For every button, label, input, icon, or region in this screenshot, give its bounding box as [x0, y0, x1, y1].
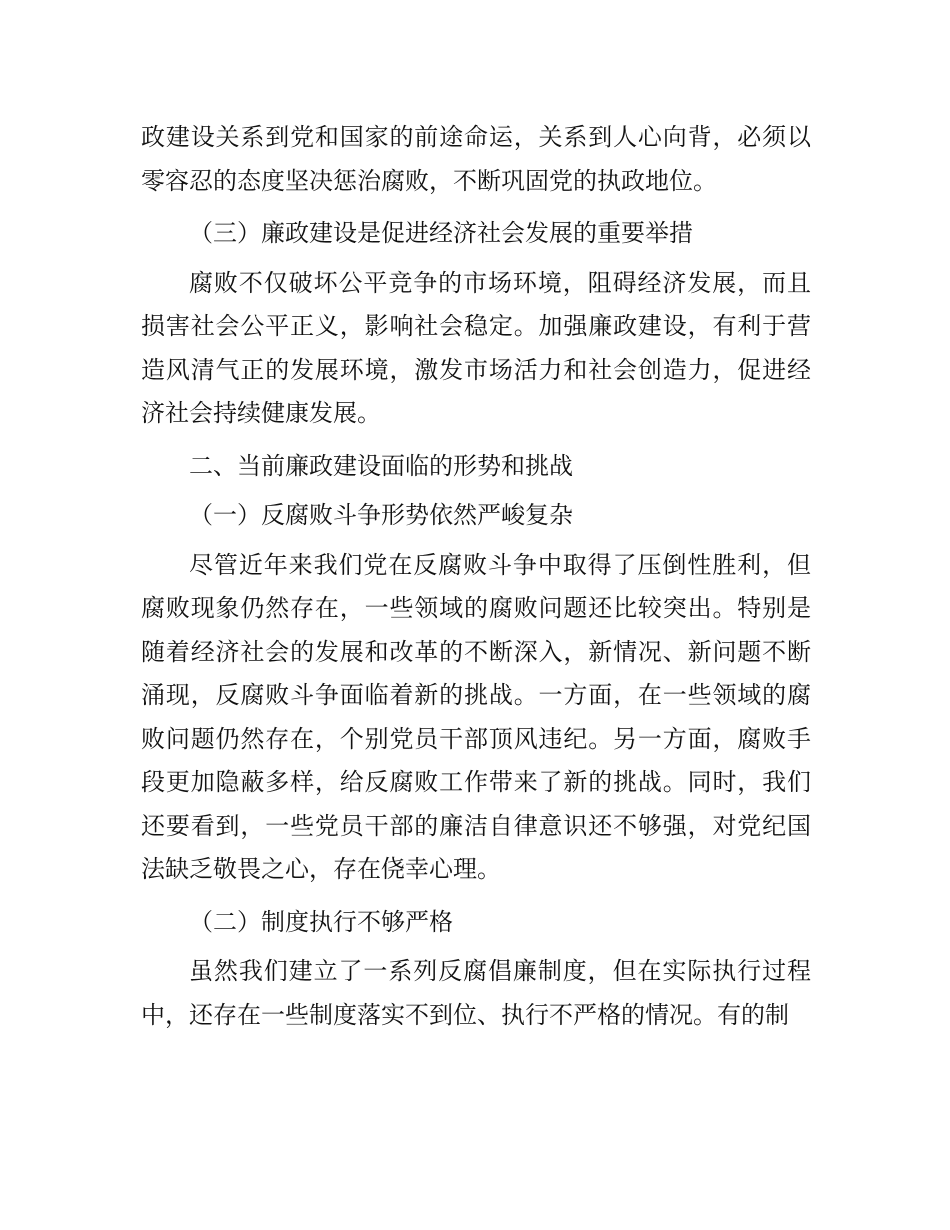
chapter-heading-2: 二、当前廉政建设面临的形势和挑战 [189, 451, 573, 480]
document-body [141, 116, 811, 1046]
paragraph-continuation: 政建设关系到党和国家的前途命运，关系到人心向背，必须以零容忍的态度坚决惩治腐败，不断巩固党的执政地位。 [141, 123, 811, 195]
paragraph-system-enforcement: 虽然我们建立了一系列反腐倡廉制度，但在实际执行过程中，还存在一些制度落实不到位、执行不严格的情况。有的制 [141, 957, 811, 1029]
section-heading-3: （三）廉政建设是促进经济社会发展的重要举措 [189, 219, 693, 247]
paragraph-anti-corruption-situation: 尽管近年来我们党在反腐败斗争中取得了压倒性胜利，但腐败现象仍然存在，一些领域的腐败问题还比较突出。特别是随着经济社会的发展和改革的不断深入，新情况、新问题不断涌现，反腐败斗争面临着新的挑战。一方面，在一些领域的腐败问题仍然存在，个别党员干部顶风违纪。另一方面，腐败手段更加隐蔽多样，给反腐败工作带来了新的挑战。同时，我们还要看到，一些党员干部的廉洁自律意识还不够强，对党纪国法缺乏敬畏之心，存在侥幸心理。 [141, 550, 811, 883]
paragraph-economic-development: 腐败不仅破坏公平竞争的市场环境，阻碍经济发展，而且损害社会公平正义，影响社会稳定。加强廉政建设，有利于营造风清气正的发展环境，激发市场活力和社会创造力，促进经济社会持续健康发展。 [141, 268, 811, 427]
section-heading-1: （一）反腐败斗争形势依然严峻复杂 [189, 501, 573, 529]
section-heading-2: （二）制度执行不够严格 [189, 907, 453, 936]
